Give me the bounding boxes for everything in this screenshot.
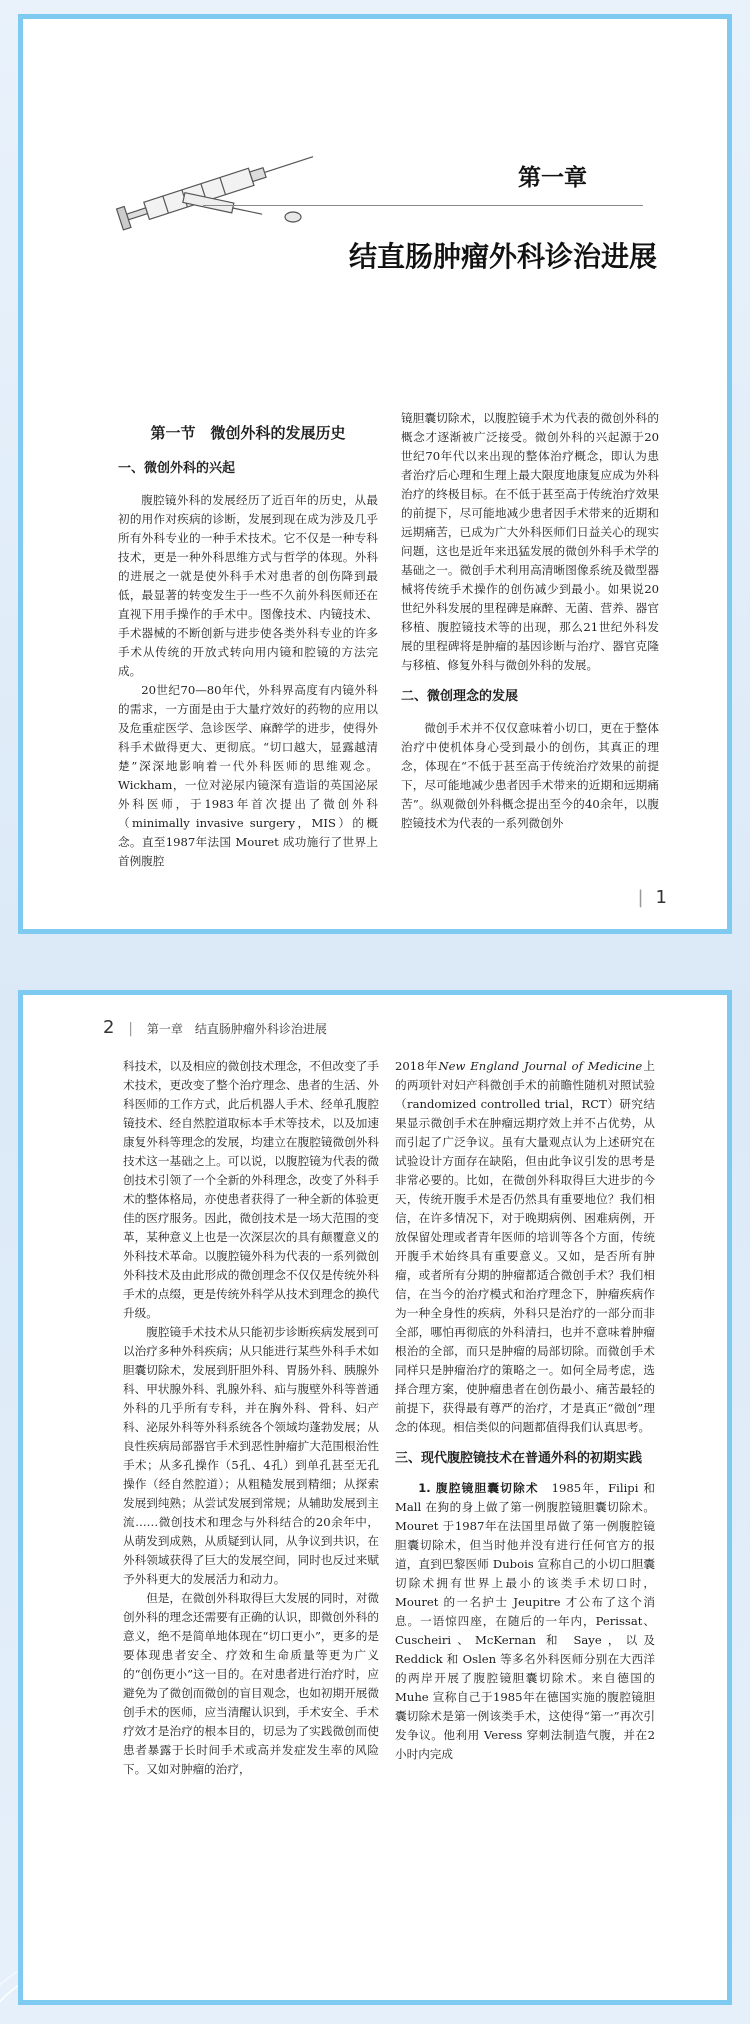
syringe-illustration-icon [113, 137, 333, 232]
page-1 [18, 14, 732, 934]
paragraph: 20世纪70—80年代，外科界高度有内镜外科的需求，一方面是由于大量疗效好的药物的应用以及危重症医学、急诊医学、麻醉学的进步，使得外科手术做得更大、更彻底。“切口越大，显露越清楚”深深地影响着一代外科医师的思维观念。Wickham，一位对泌尿内镜深有造诣的英国泌尿外科医师，于1983年首次提出了微创外科（minimally invasive surgery，MIS）的概念。直至1987年法国 Mouret 成功施行了世界上首例腹腔 [118, 683, 378, 868]
paragraph: 微创手术并不仅仅意味着小切口，更在于整体治疗中使机体身心受到最小的创伤，其真正的理念，体现在“不低于甚至高于传统治疗效果的前提下，尽可能地减少患者因手术带来的近期和远期痛苦”。纵观微创外科概念提出至今的40余年，以腹腔镜技术为代表的一系列微创外 [401, 721, 659, 830]
paragraph [395, 1479, 655, 1764]
page-number: 2 [103, 1017, 115, 1038]
chapter-divider [203, 205, 643, 206]
chapter-label: 第一章 [518, 165, 587, 191]
paragraph: 腹腔镜外科的发展经历了近百年的历史，从最初的用作对疾病的诊断，发展到现在成为涉及几乎所有外科专业的一种手术技术。它不仅是一种专科技术，更是一种外科思维方式与哲学的体现。外科的进展之一就是使外科手术对患者的创伤降到最低，最显著的转变发生于一些不久前外科医师还在直视下用手操作的手术中。图像技术、内镜技术、手术器械的不断创新与进步使各类外科专业的许多手术从传统的开放式转向用内镜和腔镜的方法完成。 [118, 493, 378, 678]
text-run: 2018年 [395, 1059, 439, 1073]
page1-right-column [401, 409, 659, 833]
paragraph: 科技术，以及相应的微创技术理念，不但改变了手术技术，更改变了整个治疗理念、患者的生活、外科医师的工作方式，此后机器人手术、经单孔腹腔镜技术、经自然腔道取标本手术等技术，以及加速康复外科等理念的发展，均建立在腹腔镜微创外科技术这一基础之上。可以说，以腹腔镜为代表的微创技术引领了一个全新的外科理念，改变了外科手术的整体格局，亦使患者获得了一种全新的体验更佳的医疗服务。因此，微创技术是一场大范围的变革，某种意义上也是一次深层次的具有颠覆意义的外科技术革命。以腹腔镜外科为代表的一系列微创外科技术及由此形成的微创理念不仅仅是传统外科手术的点缀，更是传统外科学从技术到理念的换代升级。 [123, 1059, 379, 1320]
running-head-text: 第一章 结直肠肿瘤外科诊治进展 [146, 1022, 327, 1036]
paragraph: 镜胆囊切除术，以腹腔镜手术为代表的微创外科的概念才逐渐被广泛接受。微创外科的兴起源于20世纪70年代以来出现的整体治疗概念，即认为患者治疗后心理和生理上最大限度地康复应成为外科治疗的终极目标。在不低于甚至高于传统治疗效果的前提下，尽可能地减少患者因手术带来的近期和远期痛苦，已成为广大外科医师们日益关心的现实问题，这也是近年来迅猛发展的微创外科手术学的基础之一。微创手术利用高清晰图像系统及微型器械将传统手术操作的创伤减少到最小。如果说20世纪外科发展的里程碑是麻醉、无菌、营养、器官移植、腹腔镜技术等的出现，那么21世纪外科发展的里程碑将是肿瘤的基因诊断与治疗、器官克隆与移植、修复外科与微创外科的发展。 [401, 411, 659, 672]
folio-separator: | [637, 887, 644, 908]
page-number-value: 1 [655, 887, 667, 908]
run-in-heading: 1. 腹腔镜胆囊切除术 [418, 1481, 539, 1495]
page2-left-column [123, 1057, 379, 1779]
paragraph [395, 1057, 655, 1437]
page2-right-column [395, 1057, 655, 1764]
journal-title: New England Journal of Medicine [438, 1059, 643, 1073]
subsection-heading-2: 二、微创理念的发展 [401, 689, 519, 704]
text-run: 1985年，Filipi 和 Mall 在狗的身上做了第一例腹腔镜胆囊切除术。Mouret 于1987年在法国里昂做了第一例腹腔镜胆囊切除术，但当时他并没有进行任何官方的报道，直到巴黎医师 Dubois 宣称自己的小切口胆囊切除术拥有世界上最小的该类手术切口时，Mouret 的一名护士 Jeupitre 才公布了这个消息。一语惊四座，在随后的一年内，Perissat、Cuscheiri、McKernan 和 Saye，以及 Reddick 和 Oslen 等多名外科医师分别在大西洋的两岸开展了腹腔镜胆囊切除术。来自德国的 Muhe 宣称自己于1985年在德国实施的腹腔镜胆囊切除术是第一例该类手术，这使得“第一”再次引发争议。他利用 Veress 穿刺法制造气腹，并在2小时内完成 [395, 1481, 655, 1761]
page-number [637, 887, 667, 908]
running-header [103, 1017, 327, 1038]
subsection-heading-3: 三、现代腹腔镜技术在普通外科的初期实践 [395, 1451, 643, 1466]
paragraph: 腹腔镜手术技术从只能初步诊断疾病发展到可以治疗多种外科疾病；从只能进行某些外科手术如胆囊切除术，发展到肝胆外科、胃肠外科、胰腺外科、甲状腺外科、乳腺外科、疝与腹壁外科等普通外科的几乎所有专科，并在胸外科、骨科、妇产科、泌尿外科等外科系统各个领域均蓬勃发展；从良性疾病局部器官手术到恶性肿瘤扩大范围根治性手术；从多孔操作（5孔、4孔）到单孔甚至无孔操作（经自然腔道）；从粗糙发展到精细；从探索发展到纯熟；从尝试发展到常规；从辅助发展到主流……微创技术和理念与外科结合的20余年中，从萌发到成熟，从质疑到认同，从争议到共识，在外科领域获得了巨大的发展空间，同时也反过来赋予外科更大的发展活力和动力。 [123, 1325, 379, 1586]
paragraph: 但是，在微创外科取得巨大发展的同时，对微创外科的理念还需要有正确的认识，即微创外科的意义，绝不是简单地体现在“切口更小”，更多的是要体现患者安全、疗效和生命质量等更为广义的“创伤更小”这一目的。在对患者进行治疗时，应避免为了微创而微创的盲目观念，也如初期开展微创手术的医师，应当清醒认识到，手术安全、手术疗效才是治疗的根本目的，切忌为了实践微创而使患者暴露于长时间手术或高并发症发生率的风险下。又如对肿瘤的治疗， [123, 1591, 379, 1776]
folio-separator: | [128, 1021, 133, 1037]
text-run: 上的两项针对妇产科微创手术的前瞻性随机对照试验（randomized controlled trial，RCT）研究结果显示微创手术在肿瘤远期疗效上并不占优势，从而引起了广泛争议。虽有大量观点认为上述研究在试验设计方面存在缺陷，但由此争议引发的思考是非常必要的。比如，在微创外科取得巨大进步的今天，传统开腹手术是否仍然具有重要地位？我们相信，在许多情况下，对于晚期病例、困难病例，开放保留处理或者青年医师的培训等各个方面，传统开腹手术始终具有重要意义。又如，是否所有肿瘤，或者所有分期的肿瘤都适合微创手术？我们相信，在当今的治疗模式和治疗理念下，肿瘤疾病作为一种全身性的疾病，外科只是治疗的一部分而非全部，哪怕再彻底的外科清扫，也并不意味着肿瘤根治的全部，而只是肿瘤的局部切除。而微创手术同样只是肿瘤治疗的策略之一。如何全局考虑，选择合理方案，使肿瘤患者在创伤最小、痛苦最轻的前提下，获得最有尊严的治疗，才是真正“微创”理念的体现。相信类似的问题都值得我们认真思考。 [395, 1059, 655, 1434]
page-2 [18, 990, 732, 2005]
chapter-title: 结直肠肿瘤外科诊治进展 [348, 240, 657, 273]
section-title: 第一节 微创外科的发展历史 [150, 424, 346, 442]
page1-left-column [118, 421, 378, 871]
subsection-heading-1: 一、微创外科的兴起 [118, 461, 236, 476]
